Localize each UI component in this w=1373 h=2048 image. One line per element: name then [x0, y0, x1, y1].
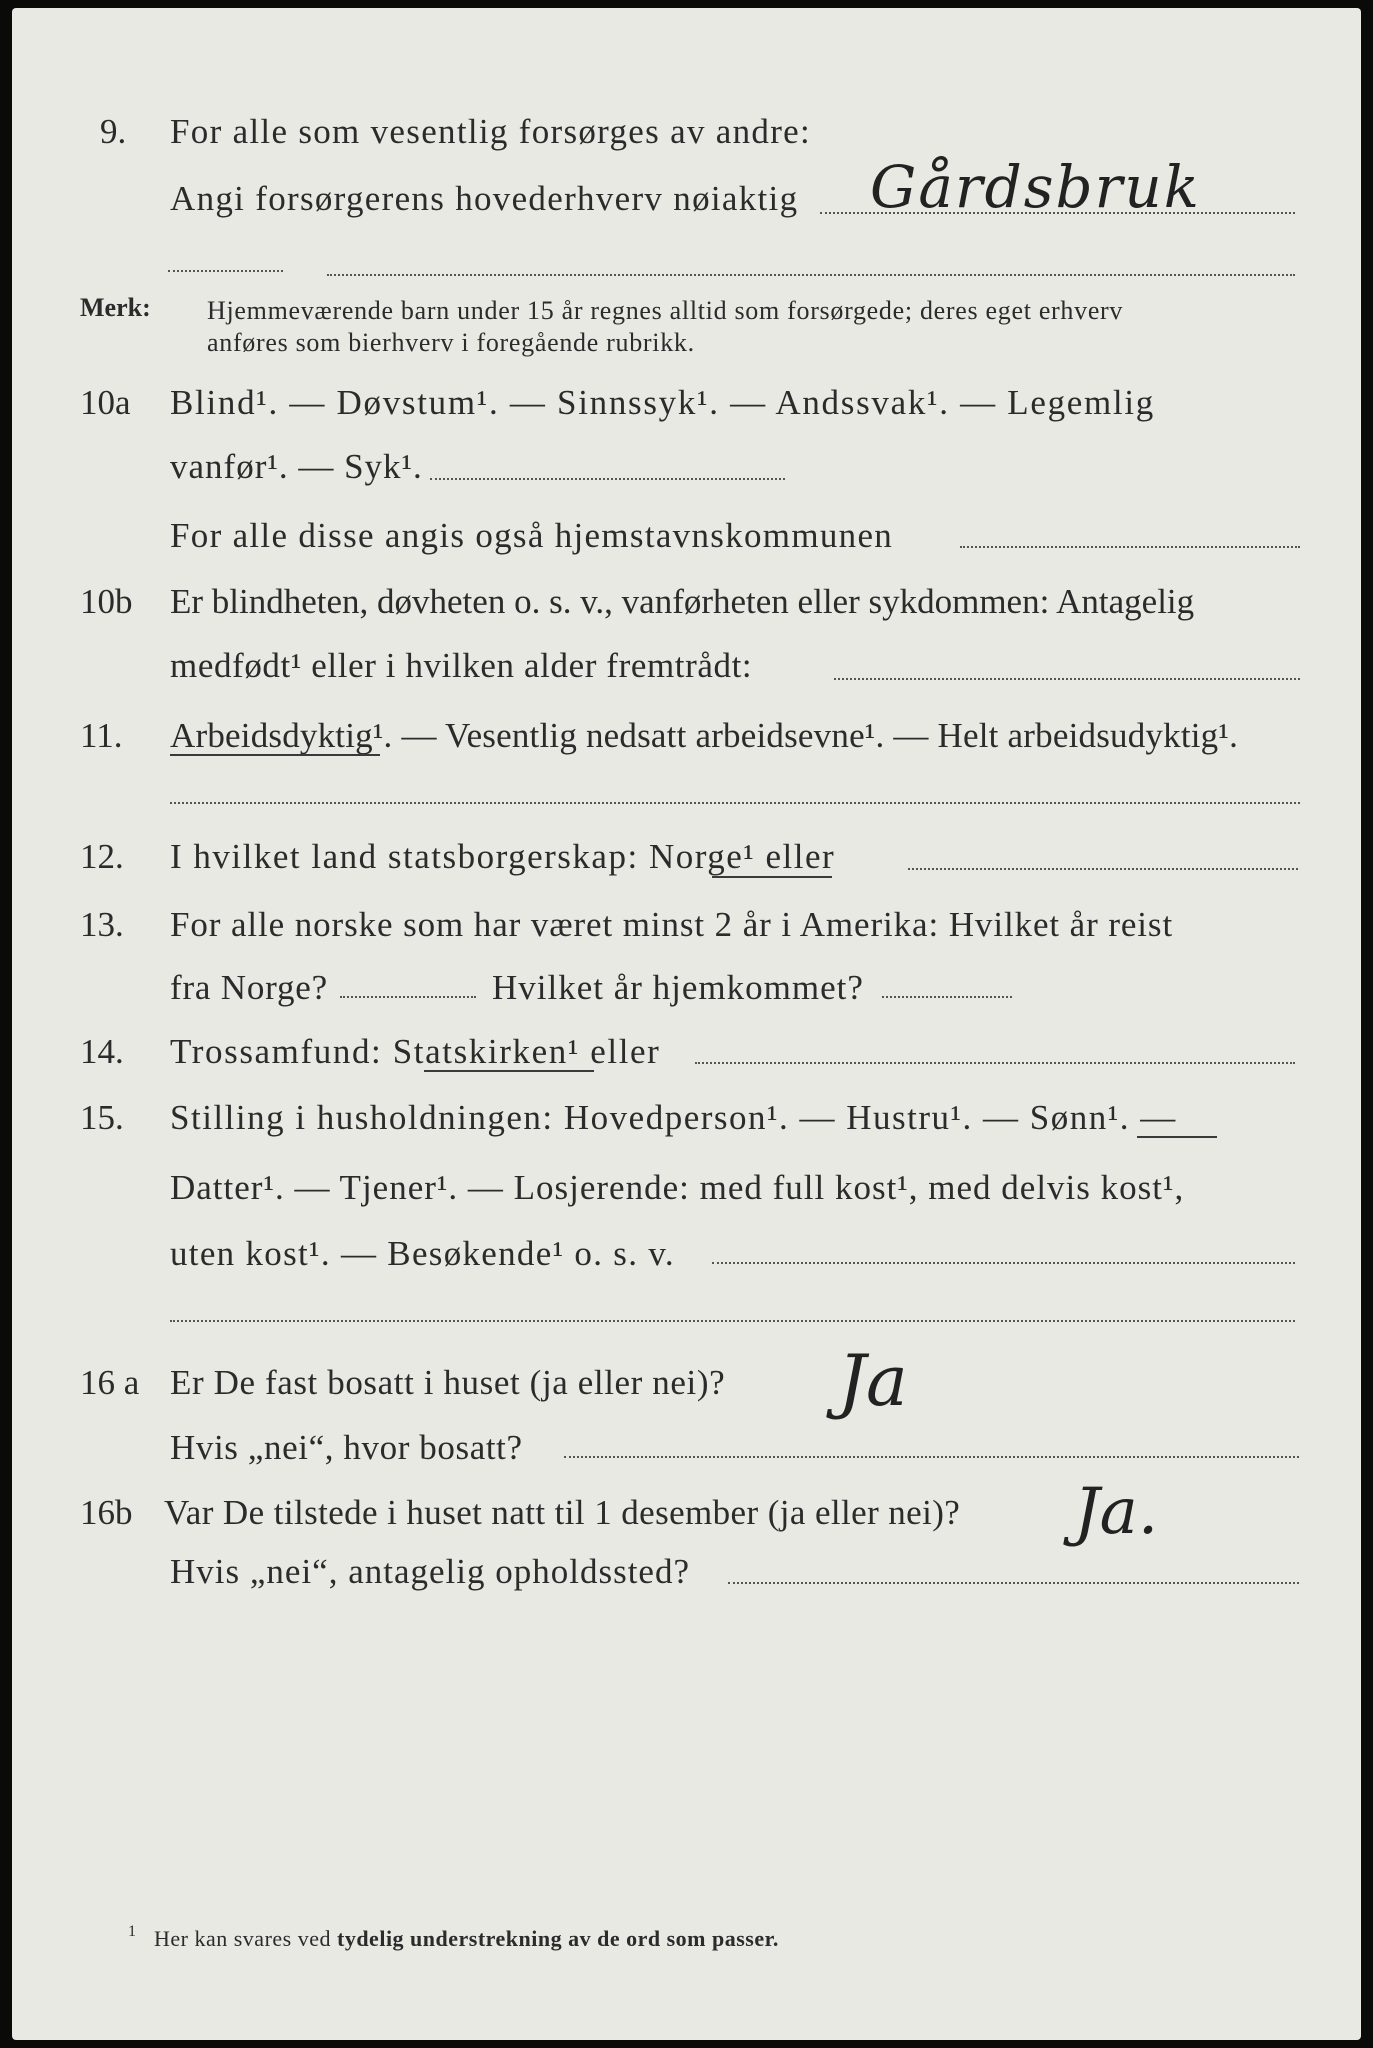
q15-line1: Stilling i husholdningen: Hovedperson¹. — Hustru¹. — Sønn¹. —	[170, 1098, 1177, 1137]
q10a-line2: vanfør¹. — Syk¹.	[170, 447, 423, 486]
q13-number: 13.	[80, 905, 124, 944]
q15-line3: uten kost¹. — Besøkende¹ o. s. v.	[170, 1234, 675, 1273]
q16a-bosatt-line	[564, 1456, 1299, 1458]
q10b-number: 10b	[80, 582, 133, 621]
footnote-text-normal: Her kan svares ved	[154, 1926, 331, 1951]
q9-extra-line	[327, 274, 1295, 276]
q16a-handwritten-answer: Ja	[838, 1340, 908, 1422]
q14-line1: Trossamfund: Statskirken¹ eller	[170, 1032, 661, 1071]
q9-number: 9.	[100, 112, 127, 151]
q16a-number: 16 a	[80, 1363, 140, 1402]
q10a-line1: Blind¹. — Døvstum¹. — Sinnssyk¹. — Andssvak¹. — Legemlig	[170, 383, 1155, 422]
q10a-number: 10a	[80, 383, 131, 422]
q10b-line2: medfødt¹ eller i hvilken alder fremtrådt:	[170, 646, 753, 685]
q12-line1: I hvilket land statsborgerskap: Norge¹ eller	[170, 837, 836, 876]
q16b-line1: Var De tilstede i huset natt til 1 desember (ja eller nei)?	[164, 1493, 961, 1532]
merk-line2: anføres som bierhverv i foregående rubrikk.	[207, 328, 695, 357]
q11-number: 11.	[80, 716, 123, 755]
q10b-answer-line	[834, 678, 1300, 680]
q9-line1: For alle som vesentlig forsørges av andre:	[170, 112, 812, 151]
q13-reist-line	[340, 996, 476, 998]
q14-answer-line	[695, 1062, 1295, 1064]
q9-extra-line-short	[168, 270, 283, 272]
q11-underline-arbeidsdyktig	[170, 754, 380, 756]
merk-label: Merk:	[80, 293, 151, 322]
q13-line1: For alle norske som har været minst 2 år i Amerika: Hvilket år reist	[170, 905, 1174, 944]
q16b-number: 16b	[80, 1493, 133, 1532]
q14-underline-statskirken	[424, 1070, 594, 1072]
q15-number: 15.	[80, 1098, 124, 1137]
q9-handwritten-answer: Gårdsbruk	[870, 153, 1201, 221]
q12-underline-norge	[712, 876, 832, 878]
q9-line2: Angi forsørgerens hovederhverv nøiaktig	[170, 179, 799, 218]
q15-extra-line	[170, 1320, 1295, 1322]
q14-number: 14.	[80, 1032, 124, 1071]
q10a-line3: For alle disse angis også hjemstavnskommunen	[170, 516, 894, 555]
q10a-kommune-line	[960, 546, 1300, 548]
footnote-text-bold: tydelig understrekning av de ord som passer.	[337, 1926, 779, 1951]
q16b-opholdssted-line	[728, 1582, 1299, 1584]
q10b-line1: Er blindheten, døvheten o. s. v., vanførheten eller sykdommen: Antagelig	[170, 582, 1195, 621]
footnote-mark: 1	[128, 1923, 136, 1940]
q16a-line1: Er De fast bosatt i huset (ja eller nei)?	[170, 1363, 726, 1402]
q13-hjemkommet-line	[882, 996, 1012, 998]
q15-answer-line	[712, 1262, 1295, 1264]
q12-answer-line	[908, 868, 1298, 870]
q16a-line2: Hvis „nei“, hvor bosatt?	[170, 1428, 523, 1467]
footnote-text	[154, 1928, 779, 1950]
q15-underline-sonn	[1137, 1136, 1217, 1138]
q11-extra-line	[170, 802, 1300, 804]
q16b-line2: Hvis „nei“, antagelig opholdssted?	[170, 1552, 690, 1591]
q10a-syk-line	[430, 478, 785, 480]
q15-line2: Datter¹. — Tjener¹. — Losjerende: med full kost¹, med delvis kost¹,	[170, 1168, 1185, 1207]
q11-line1: Arbeidsdyktig¹. — Vesentlig nedsatt arbeidsevne¹. — Helt arbeidsudyktig¹.	[170, 716, 1239, 755]
merk-line1: Hjemmeværende barn under 15 år regnes alltid som forsørgede; deres eget erhverv	[207, 296, 1124, 325]
q16b-handwritten-answer: Ja.	[1074, 1475, 1159, 1549]
q12-number: 12.	[80, 837, 124, 876]
q13-line2a: fra Norge?	[170, 968, 328, 1007]
census-form-page	[12, 8, 1361, 2040]
q13-line2b: Hvilket år hjemkommet?	[492, 968, 864, 1007]
